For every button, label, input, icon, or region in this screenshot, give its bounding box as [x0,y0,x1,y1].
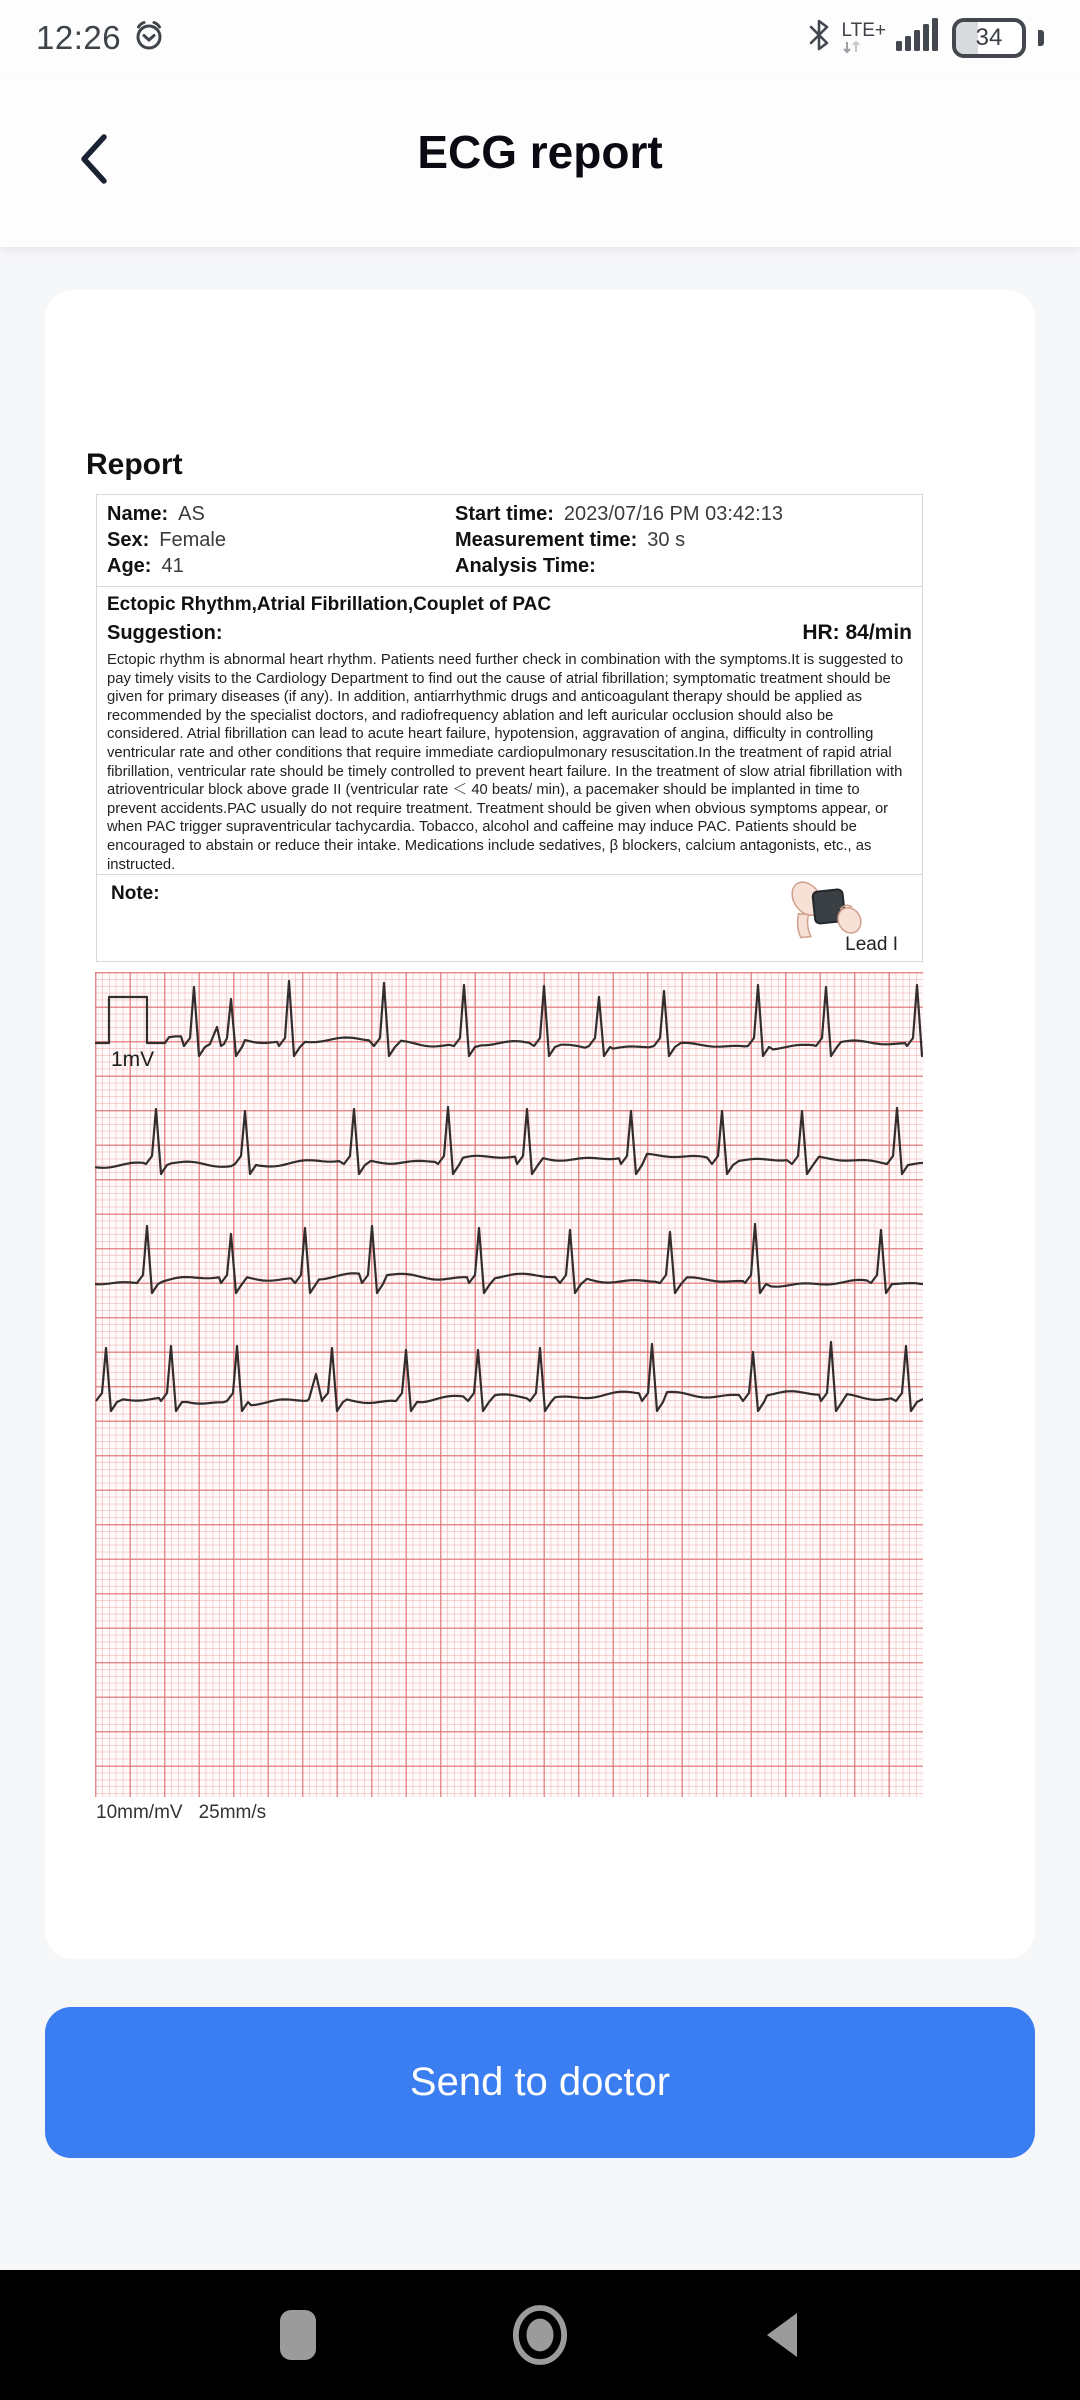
send-to-doctor-button[interactable]: Send to doctor [45,2007,1035,2158]
heart-rate-value: HR: 84/min [802,621,912,644]
speed-label: 25mm/s [198,1802,267,1823]
ecg-trace-row-1 [95,981,923,1056]
report-card [45,290,1035,1959]
suggestion-header-row [107,621,912,645]
measurement-time-cell [445,529,685,552]
battery-percent: 34 [975,23,1003,51]
lead-label: Lead I [845,934,898,955]
name-label: Name: [107,502,169,525]
recents-icon [278,2308,318,2362]
table-row [97,503,922,526]
age-label: Age: [107,555,152,578]
age-cell [97,555,445,578]
back-nav-icon [765,2312,799,2358]
page-title: ECG report [417,126,663,178]
data-arrows-icon [841,40,863,54]
ecg-trace-row-4 [96,1342,923,1411]
network-type [841,21,886,54]
signal-bars-icon [896,17,942,58]
network-label: LTE+ [841,20,886,41]
table-row [97,529,922,552]
measurement-time-label: Measurement time: [455,528,638,551]
bluetooth-icon [807,17,831,58]
start-time-label: Start time: [455,502,554,525]
back-nav-button[interactable] [754,2300,810,2370]
analysis-time-label: Analysis Time: [455,555,596,578]
ecg-waveform [95,972,923,1797]
name-value: AS [178,502,205,525]
table-row [97,555,922,578]
alarm-icon [131,17,167,58]
start-time-cell [445,503,783,526]
ecg-trace-row-3 [95,1224,923,1293]
suggestion-text: Ectopic rhythm is abnormal heart rhythm. Patients need further check in combination with the symptoms.It is suggested to pay timely visits to the Cardiology Department to find out the cause of atrial fibrillation; symptomatic treatment should be given for primary diseases (if any). In addition, antiarrhythmic drugs and anticoagulant therapy should be applied as recommended by the specialist doctors, and radiofrequency ablation and left auricular occlusion should also be considered. Atrial fibrillation can lead to acute heart failure, hypotension, aggravation of angina, difficulty in controlling ventricular rate and other conditions that require immediate cardiopulmonary resuscitation.In the treatment of rapid atrial fibrillation, ventricular rate should be timely controlled to prevent heart failure. In the treatment of slow atrial fibrillation with atrioventricular block above grade II (ventricular rate ＜ 40 beats/ min), a pacemaker should be implanted in time to prevent accidents.PAC usually do not require treatment. Treatment should be given when obvious symptoms appear, or when PAC trigger supraventricular tachycardia. Tobacco, alcohol and caffeine may induce PAC. Patients should be encouraged to abstain or reduce their intake. Medications include sedatives, β blockers, calcium antagonists, etc., as instructed. [107,652,904,873]
battery-cap [1038,30,1044,46]
note-label: Note: [111,883,160,904]
status-bar [0,0,1080,75]
sex-value: Female [159,528,226,551]
scale-settings [96,1802,266,1824]
android-nav-bar [0,2270,1080,2400]
status-left [36,17,167,58]
analysis-time-cell [445,555,606,578]
report-heading: Report [86,448,183,481]
suggestion-label: Suggestion: [107,622,223,644]
patient-info-table [96,494,923,587]
diagnosis-section [96,587,923,875]
status-right [807,17,1044,58]
ecg-trace-row-2 [95,1107,923,1174]
battery-icon [952,18,1026,58]
home-button[interactable] [512,2300,568,2370]
clock: 12:26 [36,18,122,56]
home-icon [512,2304,568,2366]
note-section [96,875,923,962]
sex-cell [97,529,445,552]
ecg-grid-paper [95,972,923,1797]
gain-label: 10mm/mV [96,1802,183,1823]
app-header [0,75,1080,247]
recents-button[interactable] [270,2300,326,2370]
calibration-label: 1mV [111,1048,155,1071]
age-value: 41 [161,555,184,578]
name-cell [97,503,445,526]
start-time-value: 2023/07/16 PM 03:42:13 [563,502,783,525]
diagnosis-result: Ectopic Rhythm,Atrial Fibrillation,Couplet of PAC [107,594,552,615]
measurement-time-value: 30 s [647,528,686,551]
sex-label: Sex: [107,528,150,551]
